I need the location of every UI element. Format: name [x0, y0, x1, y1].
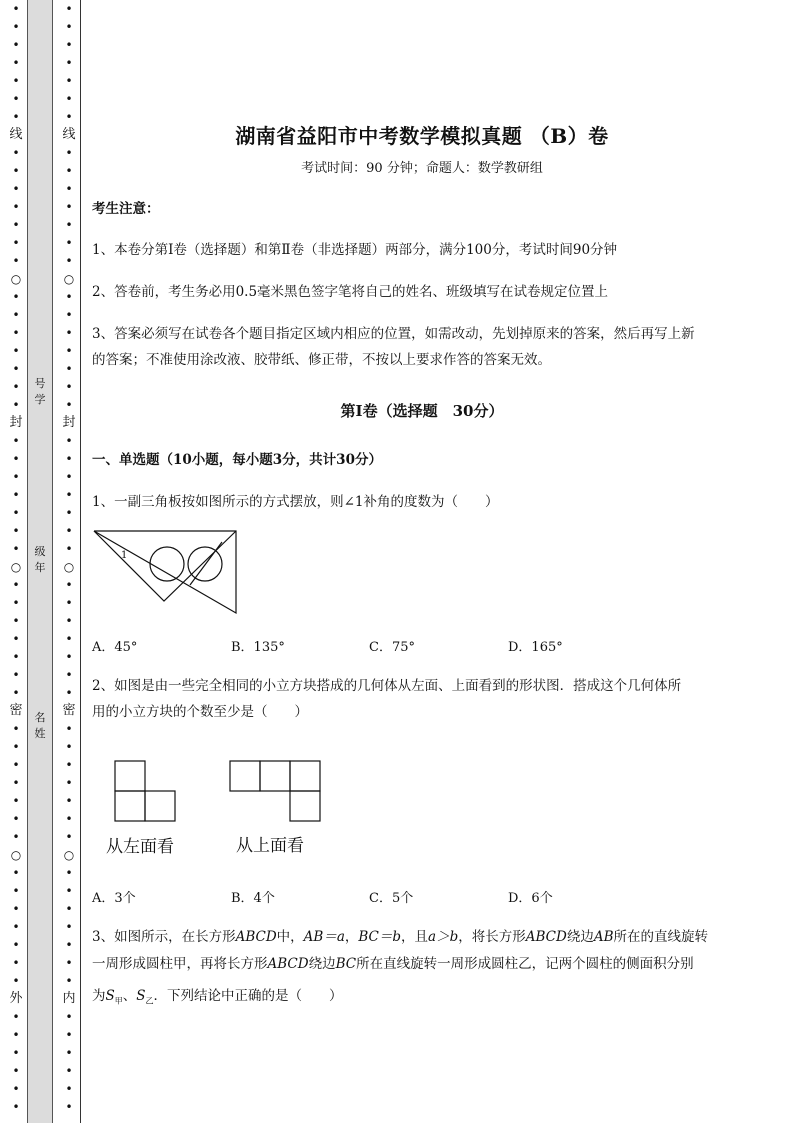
binding-dot: •	[65, 542, 73, 556]
binding-dot: •	[65, 1010, 73, 1024]
binding-dot: •	[65, 452, 73, 466]
binding-dot: •	[12, 596, 20, 610]
circle-left	[150, 547, 184, 581]
binding-dot: •	[12, 524, 20, 538]
binding-dot: •	[12, 110, 20, 124]
binding-dot: •	[12, 236, 20, 250]
binding-dot: •	[65, 146, 73, 160]
binding-mark: 密	[62, 703, 76, 718]
binding-dot: •	[12, 56, 20, 70]
binding-dot: •	[12, 380, 20, 394]
binding-dot: •	[65, 1082, 73, 1096]
binding-dot: •	[12, 1046, 20, 1060]
binding-ring-icon: ○	[63, 848, 75, 862]
binding-dot: •	[12, 1082, 20, 1096]
binding-dot: •	[65, 164, 73, 178]
option-a[interactable]: A．45°	[92, 640, 138, 655]
notice-item-1: 1、本卷分第Ⅰ卷（选择题）和第Ⅱ卷（非选择题）两部分，满分100分，考试时间90分钟	[92, 242, 618, 258]
exam-info: 考试时间：90 分钟；命题人：数学教研组	[301, 161, 543, 176]
student-number-field: 号 学	[34, 377, 46, 406]
left-view-figure	[114, 760, 176, 822]
binding-dot: •	[65, 398, 73, 412]
angle-1-label: 1	[121, 550, 128, 561]
binding-dot: •	[65, 632, 73, 646]
binding-dot: •	[65, 884, 73, 898]
binding-dot: •	[65, 974, 73, 988]
binding-dot: •	[65, 38, 73, 52]
top-view-label: 从上面看	[236, 836, 304, 856]
binding-dot: •	[12, 74, 20, 88]
binding-dot: •	[12, 866, 20, 880]
binding-dot: •	[12, 956, 20, 970]
set-square-small	[94, 531, 236, 601]
binding-dot: •	[12, 362, 20, 376]
binding-dot: •	[65, 2, 73, 16]
question-1-figure	[92, 528, 240, 618]
binding-dot: •	[12, 218, 20, 232]
binding-mark: 封	[62, 415, 76, 430]
question-3-text-line2: 一周形成圆柱甲，再将长方形ABCD绕边BC所在直线旋转一周形成圆柱乙，记两个圆柱的侧面积分别	[92, 956, 694, 972]
binding-dot: •	[12, 164, 20, 178]
binding-dot: •	[65, 110, 73, 124]
binding-dot: •	[12, 632, 20, 646]
binding-dot: •	[12, 686, 20, 700]
binding-dot: •	[12, 902, 20, 916]
option-a[interactable]: A．3个	[92, 891, 136, 906]
binding-dot: •	[12, 614, 20, 628]
binding-dot: •	[12, 344, 20, 358]
notice-item-3: 3、答案必须写在试卷各个题目指定区域内相应的位置，如需改动，先划掉原来的答案，然后再写上新	[92, 326, 695, 342]
binding-dot: •	[12, 506, 20, 520]
binding-dot: •	[65, 200, 73, 214]
binding-dot: •	[65, 1028, 73, 1042]
binding-dot: •	[65, 614, 73, 628]
binding-dot: •	[65, 524, 73, 538]
binding-dot: •	[12, 812, 20, 826]
binding-dot: •	[12, 326, 20, 340]
binding-dot: •	[65, 920, 73, 934]
binding-dot: •	[65, 182, 73, 196]
binding-dot: •	[65, 56, 73, 70]
binding-dot: •	[12, 20, 20, 34]
binding-dot: •	[65, 254, 73, 268]
binding-dot: •	[12, 290, 20, 304]
binding-dot: •	[12, 1100, 20, 1114]
binding-dot: •	[12, 830, 20, 844]
question-3-text-line3: 为$S_甲$、$S_乙$．下列结论中正确的是（ ）	[92, 988, 343, 1006]
question-2-text-line2: 用的小立方块的个数至少是（ ）	[92, 704, 308, 720]
binding-dot: •	[65, 722, 73, 736]
question-2-options	[92, 887, 652, 907]
binding-dot: •	[12, 758, 20, 772]
binding-dot: •	[65, 758, 73, 772]
option-d[interactable]: D．6个	[508, 891, 553, 906]
binding-dot: •	[65, 830, 73, 844]
binding-dot: •	[65, 380, 73, 394]
binding-dot: •	[12, 938, 20, 952]
binding-dot: •	[12, 38, 20, 52]
binding-mark: 封	[9, 415, 23, 430]
binding-dot: •	[12, 452, 20, 466]
binding-dot: •	[12, 182, 20, 196]
binding-dot: •	[65, 668, 73, 682]
binding-mark: 线	[9, 127, 23, 142]
binding-dot: •	[65, 740, 73, 754]
binding-dot: •	[65, 866, 73, 880]
binding-dot: •	[65, 236, 73, 250]
binding-dot: •	[12, 974, 20, 988]
left-view-label: 从左面看	[106, 837, 174, 857]
option-d[interactable]: D．165°	[508, 640, 563, 655]
notice-item-3-cont: 的答案；不准使用涂改液、胶带纸、修正带，不按以上要求作答的答案无效。	[92, 352, 551, 368]
binding-dot: •	[65, 326, 73, 340]
binding-dot: •	[65, 776, 73, 790]
binding-dot: •	[65, 218, 73, 232]
binding-dot: •	[12, 920, 20, 934]
binding-ring-icon: ○	[63, 272, 75, 286]
binding-dot: •	[65, 308, 73, 322]
binding-mark: 密	[9, 703, 23, 718]
binding-dot: •	[12, 722, 20, 736]
binding-dot: •	[65, 74, 73, 88]
binding-dot: •	[65, 596, 73, 610]
binding-dot: •	[65, 902, 73, 916]
outer-dotted-line	[6, 0, 26, 1123]
binding-dot: •	[65, 488, 73, 502]
binding-dot: •	[12, 2, 20, 16]
binding-dot: •	[65, 794, 73, 808]
question-3-text-line1: 3、如图所示，在长方形ABCD中，AB＝a，BC＝b，且a＞b，将长方形ABCD绕边AB所在的直线旋转	[92, 929, 708, 945]
binding-dot: •	[12, 470, 20, 484]
binding-dot: •	[65, 578, 73, 592]
question-2-text-line1: 2、如图是由一些完全相同的小立方块搭成的几何体从左面、上面看到的形状图．搭成这个几何体所	[92, 678, 682, 694]
question-1-options	[92, 636, 652, 656]
section1-title: 一、单选题（10小题，每小题3分，共计30分）	[92, 452, 382, 468]
binding-dot: •	[12, 92, 20, 106]
binding-ring-icon: ○	[10, 272, 22, 286]
binding-dot: •	[65, 344, 73, 358]
binding-dot: •	[65, 686, 73, 700]
top-view-figure	[229, 760, 321, 822]
binding-dot: •	[12, 1010, 20, 1024]
option-b[interactable]: B．4个	[231, 891, 275, 906]
binding-dot: •	[65, 20, 73, 34]
binding-dot: •	[12, 254, 20, 268]
binding-dot: •	[12, 200, 20, 214]
binding-mark: 内	[62, 991, 76, 1006]
binding-ring-icon: ○	[10, 560, 22, 574]
binding-dot: •	[65, 1046, 73, 1060]
binding-dot: •	[12, 884, 20, 898]
binding-dot: •	[12, 650, 20, 664]
option-c[interactable]: C．75°	[369, 640, 415, 655]
binding-ring-icon: ○	[10, 848, 22, 862]
binding-dot: •	[12, 776, 20, 790]
binding-dot: •	[65, 290, 73, 304]
binding-dot: •	[12, 308, 20, 322]
binding-dot: •	[12, 542, 20, 556]
binding-dot: •	[65, 470, 73, 484]
page-title: 湖南省益阳市中考数学模拟真题 （B）卷	[235, 124, 609, 148]
binding-dot: •	[65, 812, 73, 826]
binding-dot: •	[65, 938, 73, 952]
binding-mark: 线	[62, 127, 76, 142]
binding-mark: 外	[9, 991, 23, 1006]
notice-heading: 考生注意：	[92, 201, 160, 217]
binding-dot: •	[65, 506, 73, 520]
binding-ring-icon: ○	[63, 560, 75, 574]
binding-dot: •	[65, 1100, 73, 1114]
option-b[interactable]: B．135°	[231, 640, 285, 655]
grade-field: 级 年	[34, 545, 46, 574]
binding-dot: •	[65, 362, 73, 376]
binding-dot: •	[12, 488, 20, 502]
binding-dot: •	[65, 650, 73, 664]
binding-dot: •	[12, 1064, 20, 1078]
binding-dot: •	[12, 434, 20, 448]
binding-dot: •	[12, 740, 20, 754]
cut-line	[80, 0, 81, 1123]
notice-item-2: 2、答卷前，考生务必用0.5毫米黑色签字笔将自己的姓名、班级填写在试卷规定位置上	[92, 284, 609, 300]
binding-dot: •	[12, 146, 20, 160]
binding-dot: •	[12, 794, 20, 808]
binding-dot: •	[65, 1064, 73, 1078]
inner-dotted-line	[59, 0, 79, 1123]
question-1-text: 1、一副三角板按如图所示的方式摆放，则∠1补角的度数为（ ）	[92, 494, 499, 510]
binding-dot: •	[65, 434, 73, 448]
name-field: 名 姓	[34, 711, 46, 740]
part1-title: 第Ⅰ卷（选择题 30分）	[340, 402, 504, 420]
option-c[interactable]: C．5个	[369, 891, 414, 906]
binding-dot: •	[12, 1028, 20, 1042]
binding-dot: •	[65, 92, 73, 106]
binding-dot: •	[12, 668, 20, 682]
binding-dot: •	[12, 398, 20, 412]
binding-dot: •	[12, 578, 20, 592]
binding-dot: •	[65, 956, 73, 970]
